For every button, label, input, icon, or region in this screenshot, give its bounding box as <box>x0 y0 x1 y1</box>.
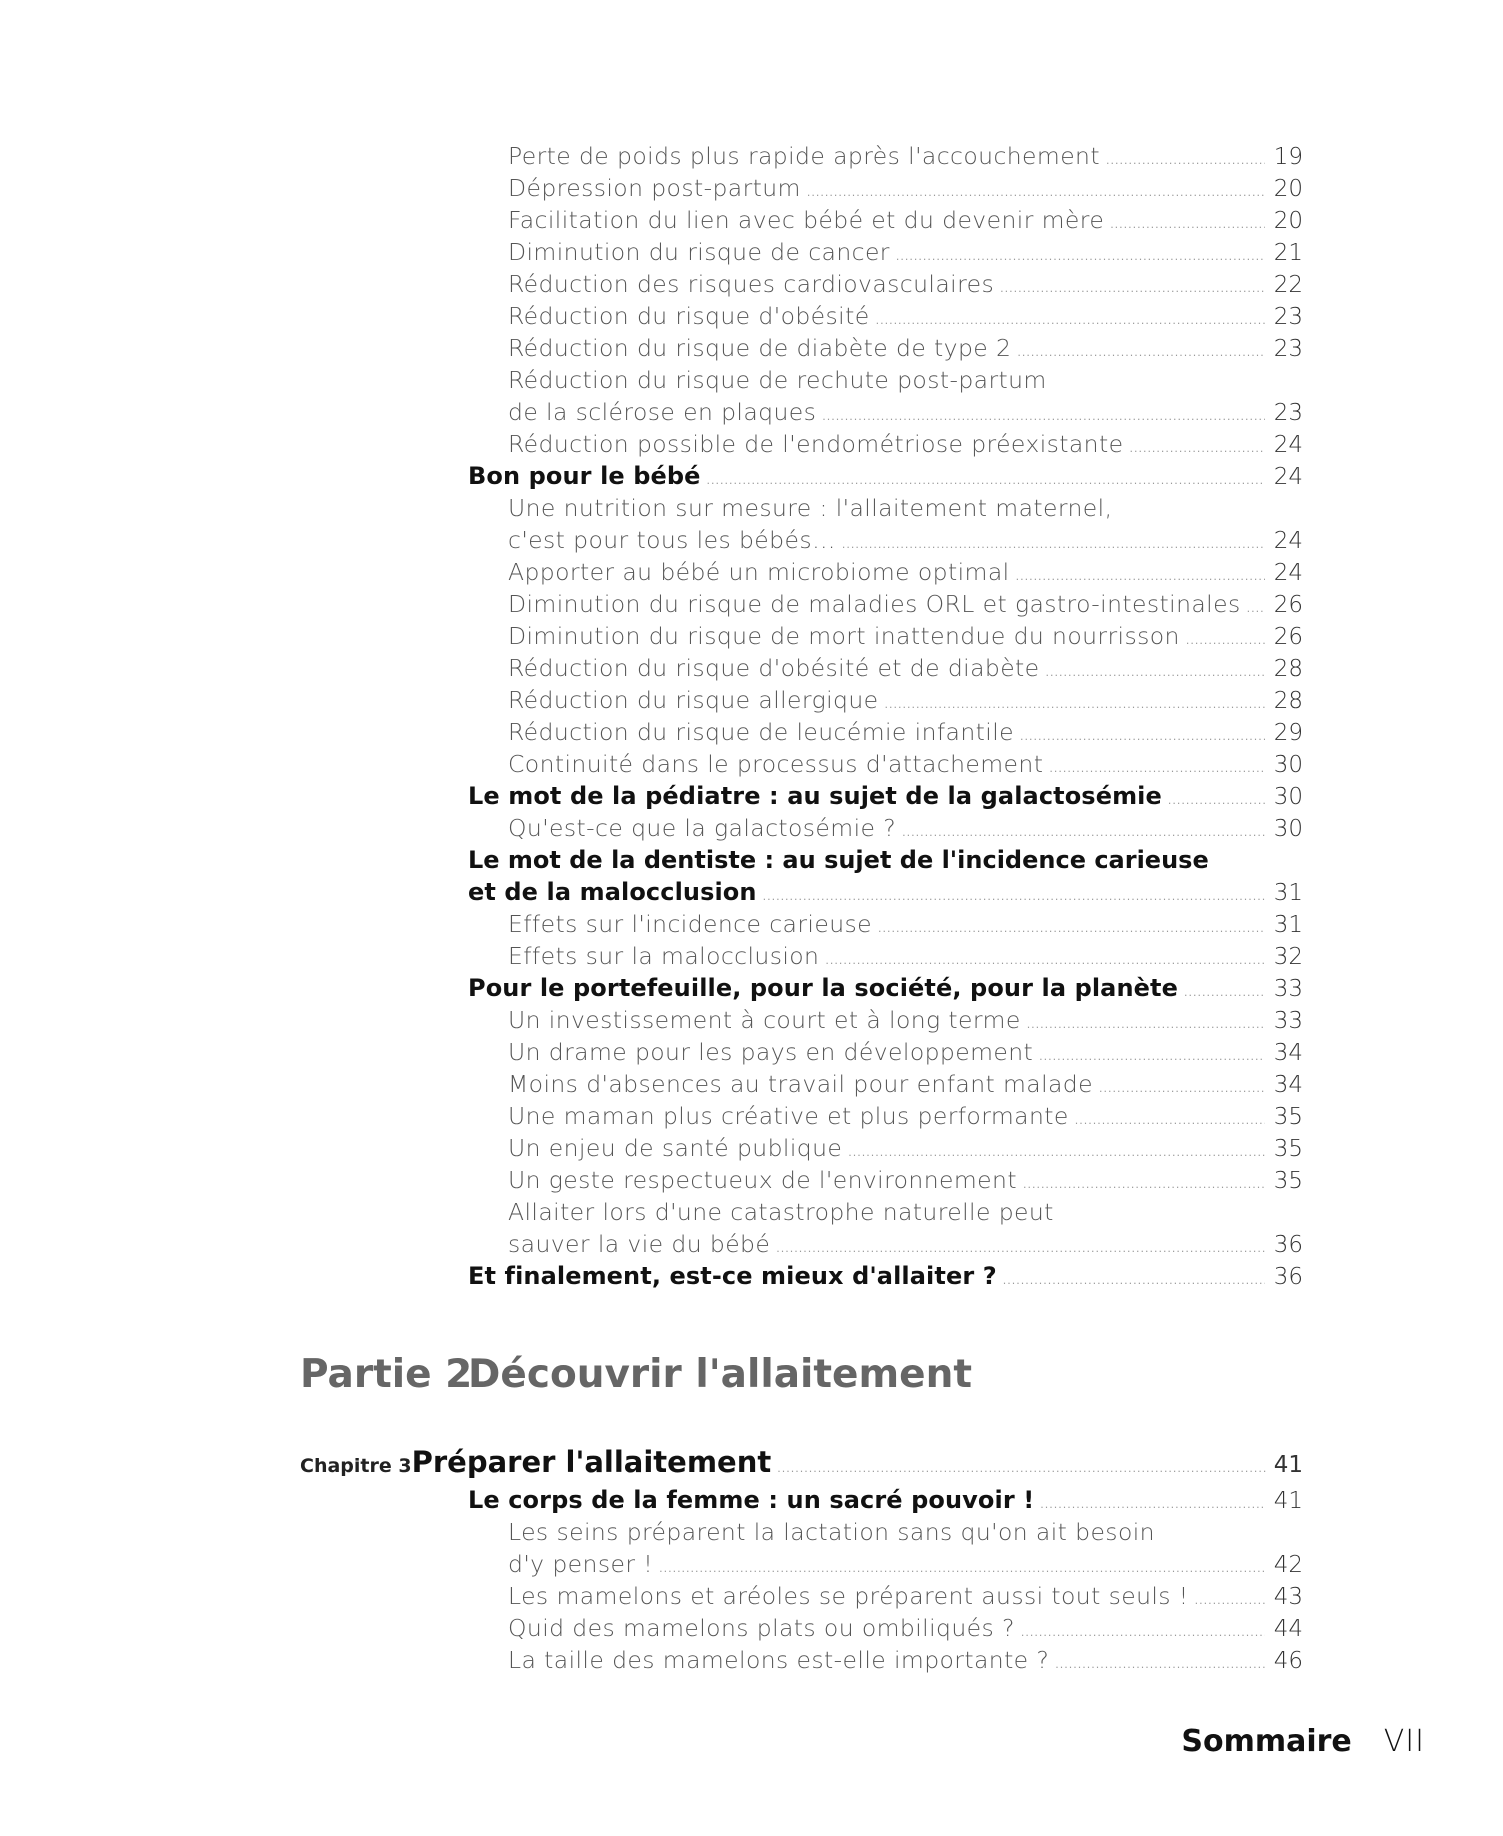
chapter-title: Préparer l'allaitement <box>411 1445 772 1479</box>
toc-entry-title: Qu'est-ce que la galactosémie ? <box>508 814 897 842</box>
dot-leader <box>1106 145 1265 177</box>
toc-entry-page: 19 <box>1273 144 1303 170</box>
dot-leader <box>1075 1105 1265 1137</box>
toc-entry[interactable] <box>468 748 1303 780</box>
toc-entry-title: Un drame pour les pays en développement <box>508 1038 1034 1066</box>
dot-leader <box>878 913 1265 945</box>
chapter-heading[interactable] <box>300 1445 1303 1479</box>
toc-entry-title: de la sclérose en plaques <box>508 398 817 426</box>
dot-leader <box>1129 433 1265 465</box>
toc-entry[interactable] <box>468 396 1303 428</box>
dot-leader <box>1055 1649 1265 1681</box>
footer-section: Sommaire <box>1181 1724 1352 1759</box>
toc-entry-line: Le mot de la dentiste : au sujet de l'incidence carieuse <box>468 846 1209 874</box>
toc-entry-title: Diminution du risque de maladies ORL et gastro-intestinales <box>508 590 1241 618</box>
toc-entry-page: 24 <box>1273 560 1303 586</box>
toc-entry-page: 23 <box>1273 400 1303 426</box>
toc-entry-title: Dépression post-partum <box>508 174 801 202</box>
toc-entry-page: 30 <box>1273 752 1303 778</box>
toc-entry-title: Le corps de la femme : un sacré pouvoir ! <box>468 1486 1035 1514</box>
part-heading <box>300 1352 972 1397</box>
toc-entry-page: 43 <box>1273 1584 1303 1610</box>
toc-entry[interactable] <box>468 1164 1303 1196</box>
toc-list <box>468 140 1303 1292</box>
dot-leader <box>1168 785 1265 817</box>
toc-entry-page: 28 <box>1273 656 1303 682</box>
dot-leader <box>1027 1009 1265 1041</box>
toc-entry[interactable] <box>468 876 1303 908</box>
dot-leader <box>1003 1265 1265 1297</box>
toc-entry[interactable] <box>468 588 1303 620</box>
toc-entry[interactable] <box>468 684 1303 716</box>
toc-entry-title: Bon pour le bébé <box>468 462 701 490</box>
toc-entry-title: Apporter au bébé un microbiome optimal <box>508 558 1010 586</box>
toc-entry-page: 35 <box>1273 1168 1303 1194</box>
toc-entry[interactable] <box>468 556 1303 588</box>
toc-entry-page: 28 <box>1273 688 1303 714</box>
part-title: Découvrir l'allaitement <box>468 1352 972 1397</box>
toc-entry-page: 35 <box>1273 1136 1303 1162</box>
toc-entry-title: Moins d'absences au travail pour enfant malade <box>508 1070 1093 1098</box>
dot-leader <box>1021 1617 1265 1649</box>
toc-entry-page: 26 <box>1273 592 1303 618</box>
toc-entry-page: 34 <box>1273 1040 1303 1066</box>
toc-entry-title: Réduction des risques cardiovasculaires <box>508 270 995 298</box>
toc-entry-title: Un enjeu de santé publique <box>508 1134 843 1162</box>
toc-entry-page: 36 <box>1273 1232 1303 1258</box>
dot-leader <box>1110 209 1265 241</box>
toc-entry-page: 42 <box>1273 1552 1303 1578</box>
toc-entry-page: 44 <box>1273 1616 1303 1642</box>
dot-leader <box>1184 977 1265 1009</box>
toc-entry[interactable] <box>468 172 1303 204</box>
part-label: Partie 2 <box>300 1352 473 1397</box>
toc-entry-title: Quid des mamelons plats ou ombiliqués ? <box>508 1614 1015 1642</box>
toc-entry-title: c'est pour tous les bébés… <box>508 526 836 554</box>
toc-entry[interactable] <box>468 236 1303 268</box>
toc-entry-title: sauver la vie du bébé <box>508 1230 771 1258</box>
toc-entry[interactable] <box>468 300 1303 332</box>
dot-leader <box>1247 593 1265 625</box>
toc-entry[interactable] <box>468 1484 1303 1516</box>
toc-entry[interactable] <box>468 620 1303 652</box>
dot-leader <box>1020 721 1265 753</box>
toc-entry[interactable] <box>468 1548 1303 1580</box>
toc-entry-title: Réduction du risque allergique <box>508 686 879 714</box>
toc-entry-title: et de la malocclusion <box>468 878 757 906</box>
toc-entry[interactable] <box>468 428 1303 460</box>
toc-entry-title: La taille des mamelons est-elle importante ? <box>508 1646 1050 1674</box>
toc-entry-page: 24 <box>1273 464 1303 490</box>
toc-entry[interactable] <box>468 972 1303 1004</box>
dot-leader <box>1017 337 1265 369</box>
toc-entry-line: Réduction du risque de rechute post-partum <box>508 366 1047 394</box>
toc-entry[interactable] <box>468 1004 1303 1036</box>
toc-entry-title: Diminution du risque de cancer <box>508 238 890 266</box>
toc-entry[interactable] <box>468 1580 1303 1612</box>
toc-entry-title: Réduction du risque d'obésité et de diabète <box>508 654 1040 682</box>
toc-entry-title: Continuité dans le processus d'attachement <box>508 750 1044 778</box>
toc-entry[interactable] <box>468 268 1303 300</box>
toc-entry-page: 26 <box>1273 624 1303 650</box>
toc-entry[interactable] <box>468 524 1303 556</box>
toc-entry-title: Réduction du risque de leucémie infantile <box>508 718 1014 746</box>
toc-list-chapter-3 <box>468 1484 1303 1676</box>
toc-entry-title: Effets sur l'incidence carieuse <box>508 910 872 938</box>
toc-entry[interactable] <box>468 1036 1303 1068</box>
toc-entry[interactable] <box>468 1100 1303 1132</box>
toc-entry-page: 35 <box>1273 1104 1303 1130</box>
toc-entry[interactable] <box>468 716 1303 748</box>
toc-entry-page: 41 <box>1273 1488 1303 1514</box>
toc-entry-title: Facilitation du lien avec bébé et du devenir mère <box>508 206 1105 234</box>
dot-leader <box>1046 657 1265 689</box>
toc-entry[interactable] <box>468 908 1303 940</box>
toc-entry[interactable] <box>468 1612 1303 1644</box>
dot-leader <box>1000 273 1265 305</box>
toc-entry-page: 22 <box>1273 272 1303 298</box>
toc-entry[interactable] <box>468 812 1303 844</box>
toc-entry-line: Les seins préparent la lactation sans qu'on ait besoin <box>508 1518 1155 1546</box>
toc-entry-title: Les mamelons et aréoles se préparent aussi tout seuls ! <box>508 1582 1189 1610</box>
dot-leader <box>777 1462 1265 1475</box>
toc-entry[interactable] <box>468 1132 1303 1164</box>
toc-entry-title: Effets sur la malocclusion <box>508 942 820 970</box>
toc-entry[interactable] <box>468 940 1303 972</box>
toc-entry-page: 30 <box>1273 784 1303 810</box>
toc-entry-page: 46 <box>1273 1648 1303 1674</box>
toc-entry-title: d'y penser ! <box>508 1550 654 1578</box>
chapter-page: 41 <box>1273 1452 1303 1478</box>
toc-entry-line: Une nutrition sur mesure : l'allaitement maternel, <box>508 494 1113 522</box>
page-footer <box>1181 1724 1425 1759</box>
toc-entry-title: Réduction possible de l'endométriose préexistante <box>508 430 1124 458</box>
toc-entry-page: 24 <box>1273 432 1303 458</box>
chapter-label: Chapitre 3 <box>300 1455 412 1477</box>
toc-entry-page: 32 <box>1273 944 1303 970</box>
toc-entry-page: 30 <box>1273 816 1303 842</box>
toc-entry-page: 20 <box>1273 176 1303 202</box>
toc-entry-page: 33 <box>1273 976 1303 1002</box>
toc-entry-page: 29 <box>1273 720 1303 746</box>
toc-entry[interactable] <box>468 652 1303 684</box>
toc-entry[interactable] <box>468 1644 1303 1676</box>
footer-page-number: VII <box>1383 1724 1425 1759</box>
toc-entry-page: 21 <box>1273 240 1303 266</box>
toc-entry-title: Réduction du risque de diabète de type 2 <box>508 334 1012 362</box>
toc-entry-title: Diminution du risque de mort inattendue du nourrisson <box>508 622 1180 650</box>
toc-entry-title: Réduction du risque d'obésité <box>508 302 870 330</box>
toc-entry-title: Une maman plus créative et plus performante <box>508 1102 1069 1130</box>
toc-entry[interactable] <box>468 140 1303 172</box>
toc-entry-title: Le mot de la pédiatre : au sujet de la galactosémie <box>468 782 1162 810</box>
toc-entry-page: 34 <box>1273 1072 1303 1098</box>
toc-entry-title: Un investissement à court et à long terme <box>508 1006 1021 1034</box>
toc-entry-page: 23 <box>1273 304 1303 330</box>
toc-entry-title: Un geste respectueux de l'environnement <box>508 1166 1017 1194</box>
toc-entry[interactable] <box>468 1228 1303 1260</box>
toc-entry-page: 36 <box>1273 1264 1303 1290</box>
toc-entry-page: 20 <box>1273 208 1303 234</box>
toc-entry-title: Et finalement, est-ce mieux d'allaiter ? <box>468 1262 997 1290</box>
toc-entry[interactable] <box>468 780 1303 812</box>
toc-entry[interactable] <box>468 204 1303 236</box>
toc-entry[interactable] <box>468 1260 1303 1292</box>
dot-leader <box>1195 1585 1265 1617</box>
toc-entry-page: 33 <box>1273 1008 1303 1034</box>
dot-leader <box>1099 1073 1265 1105</box>
dot-leader <box>1186 625 1265 657</box>
toc-entry-page: 23 <box>1273 336 1303 362</box>
toc-entry-page: 24 <box>1273 528 1303 554</box>
toc-entry[interactable] <box>468 460 1303 492</box>
toc-entry[interactable] <box>468 1068 1303 1100</box>
toc-entry-page: 31 <box>1273 912 1303 938</box>
dot-leader <box>1023 1169 1265 1201</box>
toc-entry-title: Perte de poids plus rapide après l'accouchement <box>508 142 1100 170</box>
toc-entry-page: 31 <box>1273 880 1303 906</box>
toc-entry-title: Pour le portefeuille, pour la société, pour la planète <box>468 974 1178 1002</box>
toc-entry[interactable] <box>468 332 1303 364</box>
toc-entry-line: Allaiter lors d'une catastrophe naturelle peut <box>508 1198 1054 1226</box>
